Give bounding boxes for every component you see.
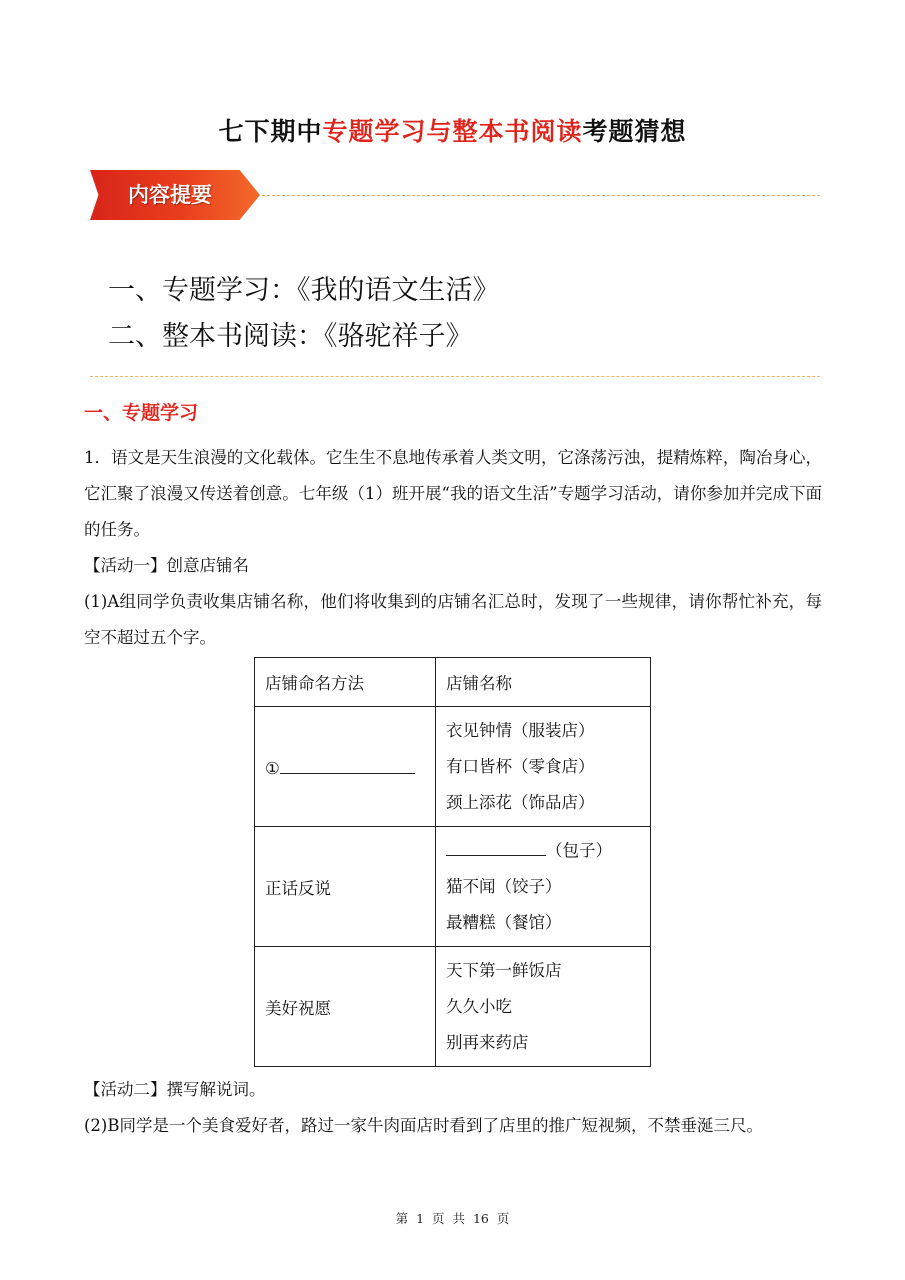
method-cell: 美好祝愿 (255, 947, 436, 1067)
section-heading: 一、专题学习 (84, 402, 199, 424)
page-title (0, 112, 905, 148)
activity-1-heading: 【活动一】创意店铺名 (84, 556, 249, 575)
table-row (255, 707, 651, 827)
method-cell: 正话反说 (255, 827, 436, 947)
shop-name-blank-line (446, 833, 640, 869)
shop-name: 久久小吃 (446, 996, 512, 1016)
names-cell (436, 947, 651, 1067)
dashed-divider-bottom (90, 376, 820, 377)
header-naming-method: 店铺命名方法 (255, 658, 436, 707)
summary-badge-label: 内容提要 (128, 183, 212, 207)
shop-name: 最糟糕（餐馆） (446, 912, 562, 932)
names-cell (436, 827, 651, 947)
question-1-sub-1: (1)A组同学负责收集店铺名称，他们将收集到的店铺名汇总时，发现了一些规律，请你帮忙补充，每空不超过五个字。 (84, 592, 822, 647)
title-part2: 考题猜想 (582, 117, 687, 146)
table-row (255, 947, 651, 1067)
page-footer: 第 1 页 共 16 页 (395, 1211, 510, 1226)
toc-item-1: 一、专题学习：《我的语文生活》 (108, 275, 500, 306)
activity-2-heading: 【活动二】撰写解说词。 (84, 1080, 266, 1099)
shop-name: 衣见钟情（服装店） (446, 720, 595, 740)
table-row (255, 827, 651, 947)
shop-name: 颈上添花（饰品店） (446, 792, 595, 812)
shop-name: 有口皆杯（零食店） (446, 756, 595, 776)
table-header-row (255, 658, 651, 707)
content-summary-banner (90, 168, 820, 226)
answer-blank-2 (446, 837, 546, 856)
shop-name: 别再来药店 (446, 1032, 529, 1052)
header-shop-name: 店铺名称 (436, 658, 651, 707)
circled-number: ① (265, 759, 280, 778)
method-cell-blank (255, 707, 436, 827)
question-1-sub-2: (2)B同学是一个美食爱好者，路过一家牛肉面店时看到了店里的推广短视频，不禁垂涎三尺。 (84, 1116, 763, 1135)
shop-name-table (254, 657, 651, 1067)
shop-name: 猫不闻（饺子） (446, 876, 562, 896)
answer-blank-1 (280, 755, 415, 774)
question-1-intro: 1．语文是天生浪漫的文化载体。它生生不息地传承着人类文明，它涤荡污浊，提精炼粹，陶冶身心，它汇聚了浪漫又传送着创意。七年级（1）班开展“我的语文生活”专题学习活动，请你参加并完成下面的任务。 (84, 448, 822, 539)
title-part1: 七下期中 (218, 117, 323, 146)
names-cell (436, 707, 651, 827)
title-highlight: 专题学习与整本书阅读 (322, 117, 583, 146)
blank-suffix: （包子） (546, 840, 612, 860)
dashed-divider-top (262, 195, 820, 196)
shop-name: 天下第一鲜饭店 (446, 960, 562, 980)
toc-item-2: 二、整本书阅读：《骆驼祥子》 (108, 321, 473, 352)
